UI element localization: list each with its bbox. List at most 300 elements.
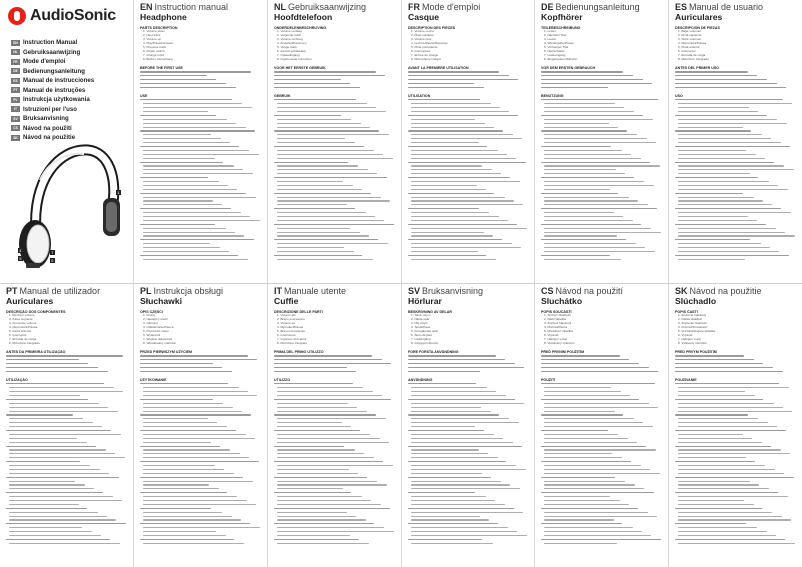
- text-line-fill: [143, 158, 215, 159]
- text-line-fill: [274, 146, 364, 147]
- text-line-fill: [6, 461, 80, 462]
- parts-list-item: 7. Ladeeingang: [544, 53, 566, 57]
- parts-list-item: 1. Volume omlaag: [277, 30, 302, 34]
- text-line-fill: [678, 169, 794, 170]
- text-line-fill: [277, 442, 389, 443]
- text-line-fill: [274, 430, 360, 431]
- text-line-fill: [544, 500, 620, 501]
- text-line-fill: [678, 535, 776, 536]
- panel-heading: [274, 2, 395, 12]
- panel-heading: [408, 2, 528, 12]
- text-line-fill: [541, 414, 623, 415]
- text-line-fill: [544, 473, 660, 474]
- text-line-fill: [6, 399, 88, 400]
- text-line-fill: [544, 228, 651, 229]
- text-line-fill: [277, 500, 371, 501]
- section-heading-parts: OPIS CZĘŚCI: [140, 310, 163, 314]
- text-line-fill: [544, 235, 617, 236]
- panel-manual-title: Gebruiksaanwijzing: [288, 2, 367, 12]
- text-line-fill: [277, 484, 387, 485]
- text-line-fill: [675, 539, 785, 540]
- text-line-fill: [541, 83, 652, 84]
- text-line-fill: [143, 473, 234, 474]
- language-panel-fr: [402, 0, 534, 283]
- text-line-fill: [143, 543, 244, 544]
- text-line-fill: [140, 224, 215, 225]
- text-line-fill: [411, 449, 479, 450]
- text-line: [274, 86, 395, 90]
- text-line-fill: [408, 355, 496, 356]
- text-line-fill: [277, 465, 393, 466]
- text-line-fill: [408, 523, 498, 524]
- text-line-fill: [408, 508, 514, 509]
- section-heading-use: USE: [140, 93, 148, 98]
- text-line-fill: [143, 496, 237, 497]
- parts-list-item: 7. Ingresso di ricarica: [277, 337, 307, 341]
- parts-list-item: 2. Następny utwór: [143, 318, 168, 322]
- text-line-fill: [9, 457, 125, 458]
- text-line: [274, 257, 395, 261]
- text-line-fill: [143, 527, 260, 528]
- text-line-fill: [541, 255, 610, 256]
- text-line-fill: [678, 150, 746, 151]
- text-line-fill: [544, 387, 611, 388]
- text-line-fill: [143, 426, 227, 427]
- panel-language-code: EN: [140, 2, 153, 12]
- panel-heading: [675, 2, 796, 12]
- text-line-fill: [9, 422, 93, 423]
- parts-list-item: 8. Vstavaný mikrofón: [678, 341, 707, 345]
- text-line-fill: [6, 371, 108, 372]
- text-line-fill: [678, 134, 762, 135]
- text-line-fill: [140, 508, 211, 509]
- text-line-fill: [678, 165, 784, 166]
- parts-list-item: 8. Microfono integrato: [277, 341, 307, 345]
- text-line-fill: [274, 162, 348, 163]
- text-line: [274, 370, 395, 374]
- text-line-fill: [143, 438, 255, 439]
- panel-manual-title: Návod na použití: [555, 286, 624, 296]
- parts-list-item: 7. Laddingång: [411, 337, 431, 341]
- text-line-fill: [277, 220, 384, 221]
- text-line-fill: [277, 134, 389, 135]
- text-line-fill: [277, 216, 375, 217]
- text-line-fill: [140, 83, 226, 84]
- text-line: [140, 370, 261, 374]
- text-line-fill: [675, 461, 755, 462]
- section-heading-use: UŻYTKOWANIE: [140, 377, 167, 382]
- text-line-fill: [277, 123, 361, 124]
- text-line-fill: [274, 239, 378, 240]
- text-line-fill: [411, 481, 501, 482]
- panel-language-code: PT: [6, 286, 18, 296]
- text-line-fill: [675, 399, 763, 400]
- section-heading-before-first-use: FÖRE FÖRSTA ANVÄNDNING: [408, 349, 459, 354]
- text-line: [675, 86, 796, 90]
- text-line-fill: [544, 465, 641, 466]
- text-line-fill: [408, 87, 484, 88]
- text-line-fill: [277, 232, 360, 233]
- parts-list-item: 3. Głośniej: [143, 322, 158, 326]
- parts-list-item: 8. Microfone integrado: [9, 341, 40, 345]
- svg-text:7: 7: [51, 250, 54, 255]
- text-line-fill: [408, 71, 499, 72]
- parts-list-item: 5. Vorheriger Titel: [544, 46, 569, 50]
- text-line-fill: [678, 407, 783, 408]
- text-line-fill: [678, 469, 775, 470]
- text-line-fill: [6, 430, 111, 431]
- parts-list-item: 6. Interruttore: [277, 333, 296, 337]
- text-line-fill: [274, 359, 382, 360]
- text-line-fill: [544, 158, 641, 159]
- text-line-fill: [541, 367, 649, 368]
- text-line-fill: [277, 138, 345, 139]
- text-line-fill: [675, 523, 746, 524]
- text-line-fill: [9, 387, 114, 388]
- panel-manual-title: Mode d'emploi: [422, 2, 481, 12]
- text-line-fill: [9, 481, 75, 482]
- text-line-fill: [675, 146, 790, 147]
- language-panel-it: [268, 284, 401, 567]
- text-line-fill: [544, 488, 644, 489]
- text-line-fill: [9, 500, 122, 501]
- text-line-fill: [143, 111, 208, 112]
- text-line-fill: [411, 228, 527, 229]
- panel-heading: [541, 2, 662, 12]
- section-heading-parts: DESCRIZIONE DELLE PARTI: [274, 310, 323, 314]
- text-line-fill: [544, 243, 636, 244]
- parts-list-item: 6. Interruptor: [678, 49, 696, 53]
- text-line-fill: [140, 399, 213, 400]
- text-line-fill: [411, 535, 527, 536]
- panel-language-code: FR: [408, 2, 420, 12]
- text-line-fill: [143, 134, 211, 135]
- text-line-fill: [277, 438, 380, 439]
- text-line-fill: [143, 189, 237, 190]
- text-line-fill: [408, 446, 522, 447]
- text-line-fill: [678, 216, 748, 217]
- text-line-fill: [9, 442, 87, 443]
- text-line: [274, 541, 395, 545]
- text-line-fill: [675, 383, 779, 384]
- parts-list-item: 8. Micrófono integrado: [678, 57, 709, 61]
- text-line-fill: [411, 134, 513, 135]
- panel-product-name: Słuchawki: [140, 296, 183, 306]
- text-line: [408, 257, 528, 261]
- text-line-fill: [678, 173, 750, 174]
- text-line-fill: [274, 255, 362, 256]
- text-line-fill: [277, 449, 355, 450]
- text-line-fill: [9, 395, 80, 396]
- text-line-fill: [277, 434, 370, 435]
- text-line-fill: [277, 251, 354, 252]
- parts-list-item: 2. Další skladba: [544, 318, 567, 322]
- text-line-fill: [411, 127, 494, 128]
- text-line-fill: [140, 371, 232, 372]
- text-line-fill: [678, 138, 771, 139]
- section-heading-use: POUŽÍVANIE: [675, 377, 697, 382]
- manual-title: Instrukcja użytkowania: [23, 96, 90, 103]
- text-line-fill: [678, 500, 744, 501]
- text-line-fill: [143, 185, 228, 186]
- section-heading-before-first-use: VOOR HET EERSTE GEBRUIK: [274, 65, 326, 70]
- manual-list-item: [11, 57, 131, 66]
- text-line-fill: [277, 169, 368, 170]
- parts-list-item: 5. Faixa anterior: [9, 330, 32, 334]
- text-line-fill: [411, 235, 493, 236]
- text-line-fill: [277, 453, 364, 454]
- section-heading-parts: POPIS SOUČÁSTÍ: [541, 310, 572, 314]
- text-line-fill: [678, 438, 752, 439]
- text-line-fill: [277, 142, 355, 143]
- parts-list-item: 4. Play/Pause/Answer: [143, 42, 174, 46]
- parts-list-item: 1. Bajar volumen: [678, 30, 702, 34]
- text-line-fill: [411, 185, 477, 186]
- text-line-fill: [277, 469, 349, 470]
- text-line-fill: [143, 481, 253, 482]
- text-line-fill: [9, 465, 90, 466]
- cover-panel: [0, 0, 133, 283]
- text-line-fill: [277, 496, 362, 497]
- text-line-fill: [411, 531, 517, 532]
- text-line-fill: [277, 103, 367, 104]
- language-code-badge: DE: [11, 68, 20, 74]
- text-line-fill: [541, 383, 655, 384]
- language-code-badge: SV: [11, 116, 20, 122]
- text-line-fill: [277, 259, 373, 260]
- text-line-fill: [675, 371, 783, 372]
- text-line-fill: [274, 115, 341, 116]
- parts-list-item: 3. Zvýšení hlasitosti: [544, 322, 572, 326]
- text-line-fill: [408, 208, 479, 209]
- text-line-fill: [411, 247, 521, 248]
- text-line-fill: [143, 519, 241, 520]
- text-line-fill: [277, 212, 366, 213]
- text-line-fill: [277, 204, 347, 205]
- text-line-fill: [678, 395, 755, 396]
- text-line-fill: [675, 162, 774, 163]
- text-line-fill: [411, 438, 503, 439]
- text-line-fill: [411, 453, 488, 454]
- text-line-fill: [541, 523, 622, 524]
- text-line-fill: [411, 259, 496, 260]
- brand-logo-icon: [8, 7, 26, 25]
- text-line-fill: [277, 387, 363, 388]
- section-heading-before-first-use: VOR DEM ERSTEN GEBRAUCH: [541, 65, 596, 70]
- text-line-fill: [678, 235, 795, 236]
- text-line: [541, 86, 662, 90]
- panel-product-name: Kopfhörer: [541, 12, 583, 22]
- text-line-fill: [140, 239, 254, 240]
- parts-list-item: 2. Nächster Titel: [544, 34, 567, 38]
- text-line-fill: [408, 414, 499, 415]
- text-line-fill: [277, 189, 362, 190]
- text-line-fill: [411, 142, 479, 143]
- text-line-fill: [675, 355, 744, 356]
- language-panel-pl: [134, 284, 267, 567]
- text-line-fill: [408, 99, 480, 100]
- parts-list-item: 3. Subir volumen: [678, 38, 702, 42]
- parts-list-item: 3. Lauter: [544, 38, 557, 42]
- text-line-fill: [678, 527, 757, 528]
- text-line-fill: [277, 107, 376, 108]
- text-line-fill: [143, 251, 229, 252]
- text-line-fill: [541, 79, 643, 80]
- text-line-fill: [274, 83, 350, 84]
- text-line-fill: [544, 391, 621, 392]
- section-heading-parts: TEILEBESCHREIBUNG: [541, 26, 581, 30]
- panel-heading: [6, 286, 127, 296]
- text-line-fill: [544, 535, 651, 536]
- text-line-fill: [408, 162, 526, 163]
- brand-logo: [8, 4, 124, 28]
- text-line-fill: [143, 512, 222, 513]
- parts-list-item: 5. Föregående spår: [411, 330, 439, 334]
- text-line-fill: [544, 516, 657, 517]
- text-line-fill: [678, 247, 770, 248]
- text-line-fill: [678, 107, 749, 108]
- text-line-fill: [274, 79, 341, 80]
- panel-heading: [274, 286, 395, 296]
- text-line-fill: [6, 446, 96, 447]
- text-line-fill: [140, 363, 213, 364]
- text-line-fill: [411, 543, 493, 544]
- text-line: [6, 370, 127, 374]
- section-heading-before-first-use: BEFORE THE FIRST USE: [140, 65, 183, 70]
- section-heading-parts: DESCRIPTION DES PIÈCES: [408, 26, 456, 30]
- text-line-fill: [143, 103, 242, 104]
- text-line-fill: [140, 193, 246, 194]
- text-line-fill: [9, 535, 101, 536]
- text-line-fill: [140, 146, 239, 147]
- text-line-fill: [143, 138, 221, 139]
- text-line-fill: [541, 446, 646, 447]
- language-panel-pt: [0, 284, 133, 567]
- manual-title: Bruksanvisning: [23, 115, 69, 122]
- parts-list-item: 7. Charge input: [143, 53, 165, 57]
- section-heading-use: POUŽITÍ: [541, 377, 556, 382]
- language-code-badge: NL: [11, 49, 20, 55]
- manual-list-item: [11, 38, 131, 47]
- text-line-fill: [675, 99, 783, 100]
- text-line-fill: [9, 449, 106, 450]
- text-line: [140, 86, 261, 90]
- text-line-fill: [675, 446, 771, 447]
- text-line-fill: [411, 426, 475, 427]
- manual-title: Instruction Manual: [23, 39, 78, 46]
- text-line-fill: [274, 87, 360, 88]
- text-line-fill: [678, 127, 743, 128]
- text-line-fill: [143, 403, 223, 404]
- text-line-fill: [411, 519, 489, 520]
- text-line-fill: [675, 367, 773, 368]
- text-line: [408, 370, 528, 374]
- text-line-fill: [411, 418, 509, 419]
- parts-list-item: 7. Entrada de carga: [678, 53, 706, 57]
- text-line-fill: [544, 123, 609, 124]
- text-line-fill: [408, 79, 518, 80]
- parts-list-item: 7. Nabíjecí vstup: [544, 337, 568, 341]
- text-line-fill: [411, 204, 523, 205]
- text-line-fill: [408, 399, 515, 400]
- text-line-fill: [678, 504, 754, 505]
- text-line-fill: [678, 251, 779, 252]
- panel-product-name: Slúchadlo: [675, 296, 717, 306]
- section-heading-before-first-use: PŘED PRVNÍM POUŽITÍM: [541, 349, 585, 354]
- text-line-fill: [411, 411, 491, 412]
- text-line-fill: [678, 185, 778, 186]
- parts-list-item: 8. Wbudowany mikrofon: [143, 341, 177, 345]
- parts-list-item: 1. Ciszej: [143, 314, 155, 318]
- text-line-fill: [277, 519, 366, 520]
- text-line-fill: [678, 391, 745, 392]
- text-line-fill: [277, 197, 381, 198]
- parts-list-item: 1. Diminuir volume: [9, 314, 35, 318]
- panel-language-code: PL: [140, 286, 152, 296]
- text-line-fill: [6, 367, 98, 368]
- text-line-fill: [143, 247, 220, 248]
- text-line-fill: [408, 371, 480, 372]
- text-line-fill: [678, 442, 762, 443]
- text-line-fill: [678, 154, 756, 155]
- text-line-fill: [277, 150, 374, 151]
- text-line-fill: [140, 430, 236, 431]
- text-line-fill: [411, 512, 523, 513]
- text-line-fill: [143, 123, 236, 124]
- text-line-fill: [9, 473, 109, 474]
- panel-heading: [541, 286, 662, 296]
- text-line-fill: [678, 123, 787, 124]
- section-heading-use: GEBRUIK: [274, 93, 291, 98]
- text-line-fill: [675, 477, 794, 478]
- text-line-fill: [9, 438, 77, 439]
- text-line-fill: [274, 383, 353, 384]
- text-line-fill: [675, 363, 763, 364]
- text-line-fill: [140, 383, 228, 384]
- text-line: [140, 541, 261, 545]
- parts-list-item: 8. Ingebouwde microfoon: [277, 57, 312, 61]
- parts-list-item: 5. Predchádzajúca skladba: [678, 330, 716, 334]
- text-line-fill: [140, 461, 259, 462]
- text-line-fill: [678, 189, 788, 190]
- text-line-fill: [544, 200, 638, 201]
- text-line: [408, 541, 528, 545]
- section-heading-use: UTILISATION: [408, 93, 431, 98]
- parts-list-item: 1. Zníženie hlasitosti: [678, 314, 707, 318]
- language-code-badge: ES: [11, 78, 20, 84]
- text-line-fill: [274, 177, 387, 178]
- panel-product-name: Headphone: [140, 12, 187, 22]
- text-line-fill: [411, 216, 499, 217]
- parts-list-item: 3. Volume omhoog: [277, 38, 303, 42]
- text-line-fill: [678, 422, 768, 423]
- text-line-fill: [411, 138, 522, 139]
- text-line-fill: [541, 177, 634, 178]
- panel-manual-title: Manual de usuario: [689, 2, 764, 12]
- text-line-fill: [143, 259, 248, 260]
- text-line-fill: [675, 79, 767, 80]
- text-line-fill: [274, 75, 385, 76]
- section-heading-before-first-use: PRZED PIERWSZYM UŻYCIEM: [140, 349, 193, 354]
- text-line-fill: [678, 453, 790, 454]
- text-line-fill: [675, 208, 781, 209]
- text-line-fill: [411, 391, 496, 392]
- text-line-fill: [541, 99, 658, 100]
- text-line-fill: [143, 442, 211, 443]
- text-line-fill: [678, 519, 791, 520]
- text-line-fill: [140, 414, 251, 415]
- text-line-fill: [143, 484, 209, 485]
